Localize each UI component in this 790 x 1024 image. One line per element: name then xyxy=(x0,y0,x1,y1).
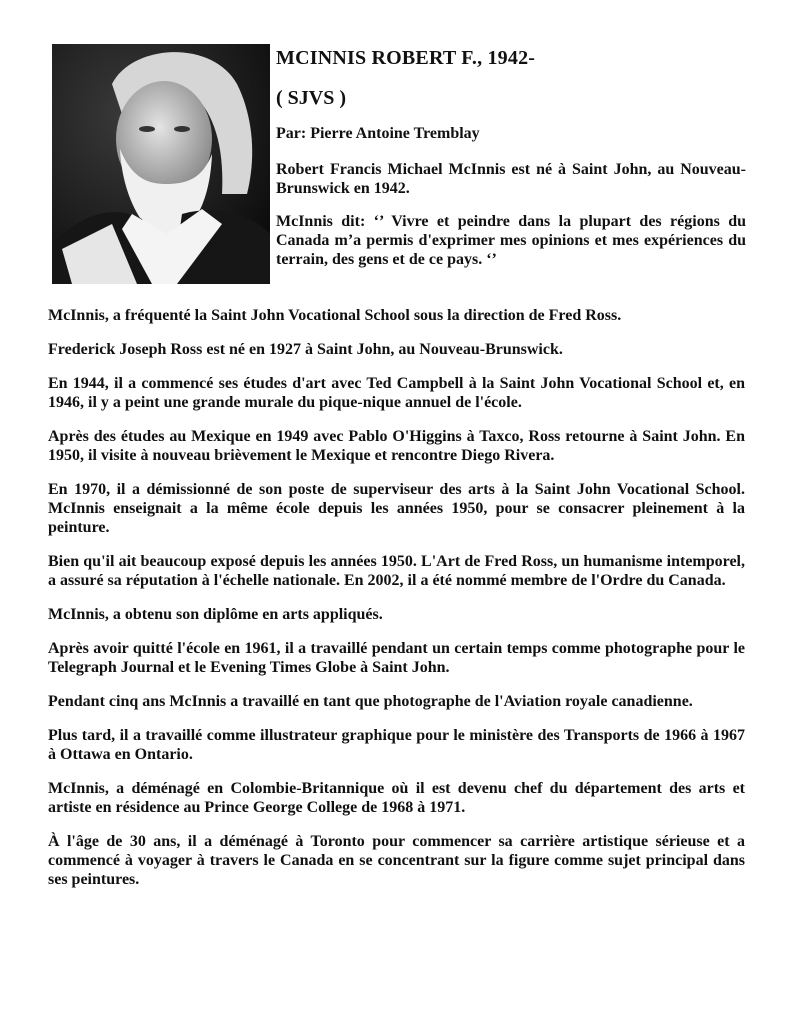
body-paragraph: Plus tard, il a travaillé comme illustrateur graphique pour le ministère des Transports de 1966 à 1967 à Ottawa en Ontario. xyxy=(48,727,745,763)
body-paragraph: En 1944, il a commencé ses études d'art avec Ted Campbell à la Saint John Vocational School et, en 1946, il y a peint une grande murale du pique-nique annuel de l'école. xyxy=(48,375,745,411)
body-paragraph: En 1970, il a démissionné de son poste de superviseur des arts à la Saint John Vocational School. McInnis enseignait a la même école depuis les années 1950, pour se consacrer pleinement à la peinture. xyxy=(48,481,745,536)
body-paragraph: Après des études au Mexique en 1949 avec Pablo O'Higgins à Taxco, Ross retourne à Saint John. En 1950, il visite à nouveau brièvement le Mexique et rencontre Diego Rivera. xyxy=(48,428,745,464)
body-paragraph: Après avoir quitté l'école en 1961, il a travaillé pendant un certain temps comme photographe pour le Telegraph Journal et le Evening Times Globe à Saint John. xyxy=(48,640,745,676)
body-paragraph: À l'âge de 30 ans, il a déménagé à Toronto pour commencer sa carrière artistique sérieuse et a commencé à voyager à travers le Canada en se concentrant sur la figure comme sujet principal dans ses peintures. xyxy=(48,833,745,888)
body-paragraph: Bien qu'il ait beaucoup exposé depuis les années 1950. L'Art de Fred Ross, un humanisme intemporel, a assuré sa réputation à l'échelle nationale. En 2002, il a été nommé membre de l'Ordre du Canada. xyxy=(48,553,745,589)
portrait-photo-icon xyxy=(52,44,270,284)
intro-paragraph: Robert Francis Michael McInnis est né à Saint John, au Nouveau-Brunswick en 1942. xyxy=(276,161,746,197)
body-paragraph: McInnis, a déménagé en Colombie-Britannique où il est devenu chef du département des arts et artiste en résidence au Prince George College de 1968 à 1971. xyxy=(48,780,745,816)
author-byline: Par: Pierre Antoine Tremblay xyxy=(276,125,480,142)
quote-paragraph: McInnis dit: ‘’ Vivre et peindre dans la plupart des régions du Canada m’a permis d'exprimer mes opinions et mes expériences du terrain, des gens et de ce pays. ‘’ xyxy=(276,213,746,268)
body-paragraph: McInnis, a fréquenté la Saint John Vocational School sous la direction de Fred Ross. xyxy=(48,307,622,324)
page-subtitle: ( SJVS ) xyxy=(276,87,347,109)
portrait-photo xyxy=(52,44,270,284)
article-header xyxy=(276,46,746,283)
body-paragraph: Frederick Joseph Ross est né en 1927 à Saint John, au Nouveau-Brunswick. xyxy=(48,341,563,358)
body-paragraph: McInnis, a obtenu son diplôme en arts appliqués. xyxy=(48,606,383,623)
article-body xyxy=(48,306,745,904)
page-title: MCINNIS ROBERT F., 1942- xyxy=(276,47,536,69)
body-paragraph: Pendant cinq ans McInnis a travaillé en tant que photographe de l'Aviation royale canadienne. xyxy=(48,693,693,710)
